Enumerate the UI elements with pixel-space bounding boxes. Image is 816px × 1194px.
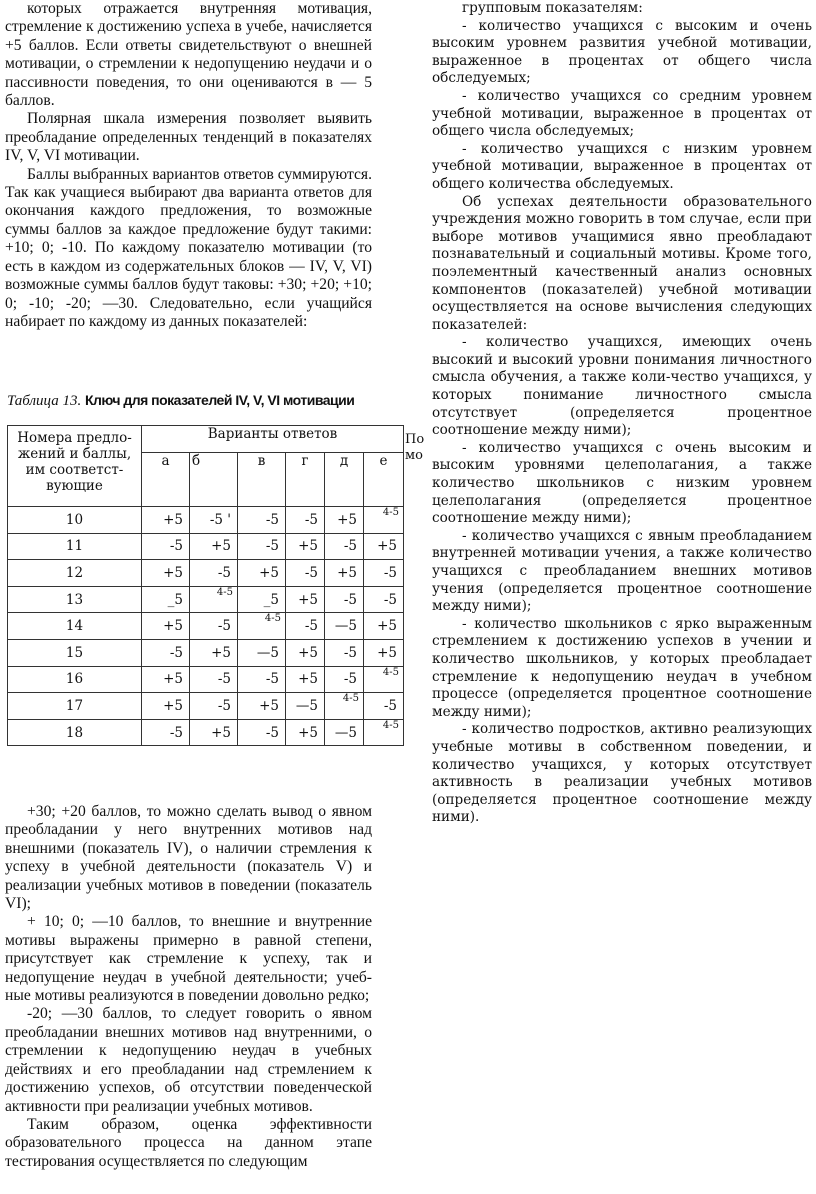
table-row [8, 666, 404, 693]
sentence-number-cell: 18 [8, 719, 142, 746]
sentence-number-cell: 11 [8, 533, 142, 560]
left-bottom-text [5, 803, 372, 1171]
score-cell: -5 [325, 666, 364, 693]
score-cell: _5 [142, 586, 190, 613]
score-cell: -5 [238, 533, 286, 560]
score-cell: —5 [286, 693, 325, 720]
list-item: - количество учащихся с низким уровнем учебной мотивации, выраженное в процентах от общего количества обследуемых. [432, 140, 812, 192]
score-cell: +5 [286, 533, 325, 560]
paragraph: Об успехах деятельности образовательного учреждения можно говорить в том случае, если при выборе мотивов учащимися явно преобладают познавательный и социальный мотивы. Кроме того, поэлементный качественный анализ основных компонентов (показателей) учебной мотивации осуществляется на основе вычисления следующих показателей: [432, 193, 812, 333]
score-cell: +5 [325, 507, 364, 534]
score-cell: +5 [364, 533, 404, 560]
table-row [8, 639, 404, 666]
score-cell: 4-5 [325, 693, 364, 720]
paragraph: групповым показателям: [462, 0, 643, 16]
letter-header: в [238, 453, 286, 507]
score-cell: +5 [142, 693, 190, 720]
letter-header: е [364, 453, 404, 507]
truncated-header: По мо [405, 432, 425, 463]
score-cell: —5 [325, 719, 364, 746]
score-cell: -5 [238, 666, 286, 693]
table-title: Ключ для показателей IV, V, VI мотивации [84, 392, 355, 408]
paragraph: Полярная шкала измерения позволяет выявить преобладание определенных тенденций в показателях IV, V, VI мотивации. [5, 110, 372, 165]
paragraph: Таким образом, оценка эффективности образовательного процесса на данном этапе тестирования осуществляется по следующим [5, 1115, 372, 1170]
score-cell: +5 [190, 533, 238, 560]
score-cell: —5 [325, 613, 364, 640]
sentence-number-cell: 13 [8, 586, 142, 613]
score-cell: +5 [142, 560, 190, 587]
list-item: - количество учащихся с очень высоким и высоким уровнями целеполагания, а также количество школьников с низким уровнем целеполагания (определяется процентное соотношение между ними); [432, 439, 812, 527]
score-cell: -5 [190, 613, 238, 640]
score-cell: +5 [238, 560, 286, 587]
score-cell: -5 [286, 613, 325, 640]
score-cell: 4-5 [238, 613, 286, 640]
table-label: Таблица 13. [7, 393, 82, 409]
letter-header: б [190, 453, 238, 507]
table-row [8, 693, 404, 720]
score-cell: -5 [190, 666, 238, 693]
sentence-number-cell: 14 [8, 613, 142, 640]
score-cell: +5 [190, 639, 238, 666]
table-row [8, 560, 404, 587]
sentence-number-cell: 12 [8, 560, 142, 587]
score-cell: -5 [325, 586, 364, 613]
score-cell: -5 [238, 719, 286, 746]
score-cell: +5 [286, 639, 325, 666]
score-cell: -5 ' [190, 507, 238, 534]
score-cell: +5 [286, 586, 325, 613]
letter-header: д [325, 453, 364, 507]
paragraph: которых отражается внутренняя мотивация, стремление к достижению успеха в учебе, начисляется +5 баллов. Если ответы свидетельствуют о внешней мотивации, о стремлении к недопущению неудачи и о пассивности поведения, то они оцениваются в — 5 баллов. [5, 0, 372, 110]
score-cell: -5 [142, 719, 190, 746]
score-cell: -5 [364, 586, 404, 613]
letter-header: г [286, 453, 325, 507]
score-cell: +5 [190, 719, 238, 746]
score-cell: -5 [142, 533, 190, 560]
paragraph: + 10; 0; —10 баллов, то внешние и внутренние мотивы выражены примерно в равной степени, присутствует как стремление к успеху, так и недопущение неудач в учебной деятельности; учеб-ные мотивы реализуются в поведении довольно редко; [5, 913, 372, 1005]
score-cell: +5 [142, 613, 190, 640]
table-header-variants: Варианты ответов [142, 426, 404, 453]
score-cell: 4-5 [364, 507, 404, 534]
list-item: - количество подростков, активно реализующих учебные мотивы в собственном поведении, и количество учащихся, у которых отсутствует активность в реализации учебных мотивов (определяется процентное соотношение между ними). [432, 721, 812, 826]
score-cell: +5 [286, 719, 325, 746]
list-item: - количество школьников с ярко выраженным стремлением к достижению успехов в учении и количество школьников, у которых преобладает стремление к недопущению неудач в учебном процессе (определяется процентное соотношение между ними); [432, 615, 812, 720]
score-cell: -5 [364, 693, 404, 720]
score-cell: _5 [238, 586, 286, 613]
score-cell: +5 [286, 666, 325, 693]
score-cell: -5 [286, 560, 325, 587]
score-cell: -5 [325, 533, 364, 560]
score-cell: 4-5 [190, 586, 238, 613]
score-cell: -5 [325, 639, 364, 666]
paragraph: Баллы выбранных вариантов ответов суммируются. Так как учащиеся выбирают два варианта ответов для окончания каждого предложения, то возможные суммы баллов за каждое предложение будут такими: +10; 0; -10. По каждому показателю мотивации (то есть в каждом из содержательных блоков — IV, V, VI) возможные суммы баллов будут таковы: +30; +20; +10; 0; -10; -20; —30. Следовательно, если учащийся набирает по каждому из данных показателей: [5, 165, 372, 330]
score-cell: -5 [286, 507, 325, 534]
paragraph: +30; +20 баллов, то можно сделать вывод о явном преобладании у него внутренних мотивов над внешними (показатель IV), о наличии стремления к успеху в учебной деятельности (показатель V) и реализации учебных мотивов в поведении (показатель VI); [5, 803, 372, 913]
key-table [7, 425, 404, 746]
score-cell: +5 [364, 639, 404, 666]
score-cell: -5 [238, 507, 286, 534]
score-cell: -5 [190, 560, 238, 587]
list-item: - количество учащихся, имеющих очень высокий и высокий уровни понимания личностного смысла обучения, а также коли-чество учащихся, у которых понимание личностного смысла отсутствует (определяется процентное соотношение между ними); [432, 334, 812, 439]
list-item: - количество учащихся с высоким и очень высоким уровнем развития учебной мотивации, выраженное в процентах от общего числа обследуемых; [432, 17, 812, 87]
table-row [8, 586, 404, 613]
left-column [5, 0, 372, 331]
paragraph: -20; —30 баллов, то следует говорить о явном преобладании внешних мотивов над внутренними, о стремлении к недопущению неудач в учебных действиях и его преобладании над стремлением к достижению успехов, об отсутствии поведенческой активности при реализации учебных мотивов. [5, 1005, 372, 1115]
score-cell: -5 [190, 693, 238, 720]
score-cell: 4-5 [364, 719, 404, 746]
sentence-number-cell: 16 [8, 666, 142, 693]
score-cell: +5 [325, 560, 364, 587]
table-header-numbers: Номера предло-жений и баллы, им соответст-вующие [8, 426, 142, 507]
score-cell: +5 [238, 693, 286, 720]
list-item: - количество учащихся с явным преобладанием внутренней мотивации учения, а также количество учащихся с преобладанием внешних мотивов учения (определяется процентное соотношение между ними); [432, 527, 812, 615]
list-item: - количество учащихся со средним уровнем учебной мотивации, выраженное в процентах от общего числа обследуемых; [432, 87, 812, 140]
sentence-number-cell: 10 [8, 507, 142, 534]
table-caption [7, 392, 354, 410]
table-row [8, 719, 404, 746]
score-cell: —5 [238, 639, 286, 666]
score-cell: -5 [142, 639, 190, 666]
sentence-number-cell: 17 [8, 693, 142, 720]
table-row [8, 613, 404, 640]
sentence-number-cell: 15 [8, 639, 142, 666]
table-row [8, 507, 404, 534]
right-column [432, 0, 812, 827]
score-cell: +5 [142, 507, 190, 534]
score-cell: +5 [142, 666, 190, 693]
score-cell: -5 [364, 560, 404, 587]
table-row [8, 533, 404, 560]
letter-header: а [142, 453, 190, 507]
score-cell: +5 [364, 613, 404, 640]
score-cell: 4-5 [364, 666, 404, 693]
